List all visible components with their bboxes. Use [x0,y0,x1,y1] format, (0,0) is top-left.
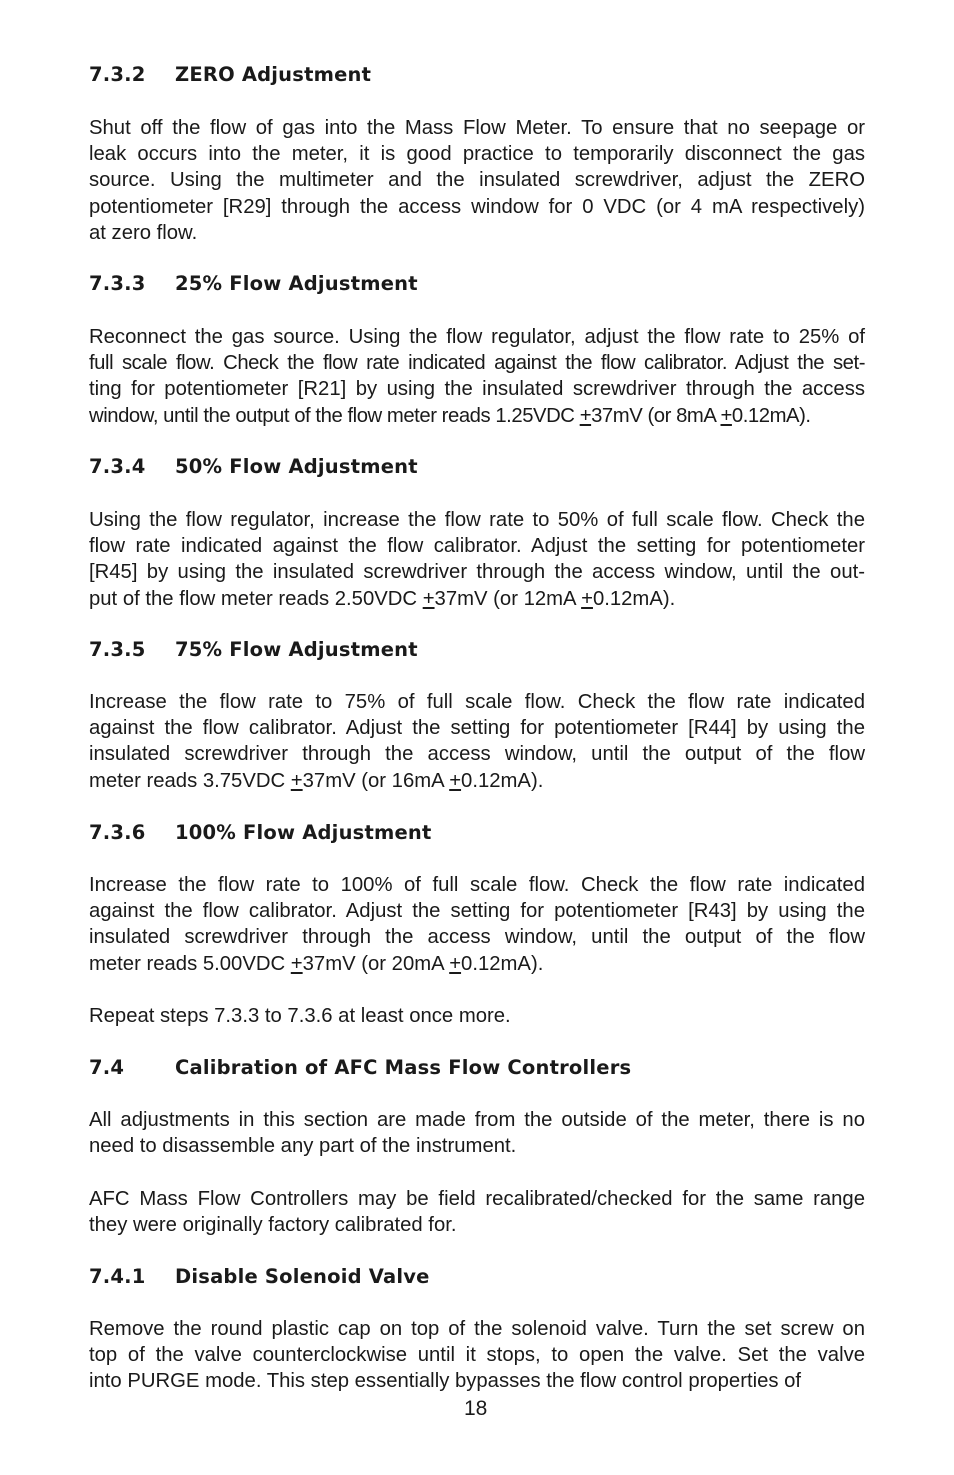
section-title: Disable Solenoid Valve [175,1265,430,1288]
plus-minus-sign: + [720,404,732,427]
section-heading [89,454,418,480]
section-number: 7.3.2 [89,63,146,86]
plus-minus-sign: + [290,769,303,792]
paragraph-line: into PURGE mode. This step essentially bypasses the flow control properties of [89,1370,802,1393]
paragraph-line: flow rate indicated against the flow calibrator. Adjust the setting for potentiometer [89,535,865,558]
paragraph-line: meter reads 3.75VDC +37mV (or 16mA +0.12mA). [89,769,544,792]
section-heading [89,820,432,846]
paragraph-line: at zero flow. [89,221,198,244]
paragraph-line: top of the valve counterclockwise until it stops, to open the valve. Set the valve [89,1344,865,1367]
paragraph-line: they were originally factory calibrated for. [89,1214,457,1237]
page-number: 18 [464,1397,488,1420]
paragraph-line: Repeat steps 7.3.3 to 7.3.6 at least once more. [89,1005,511,1027]
section-title: ZERO Adjustment [175,63,372,86]
paragraph-line: full scale flow. Check the flow rate indicated against the flow calibrator. Adjust the set- [89,352,865,375]
section-paragraph [89,872,865,977]
paragraph-line: AFC Mass Flow Controllers may be field recalibrated/checked for the same range [89,1188,865,1210]
section-title: 75% Flow Adjustment [175,638,418,661]
plus-minus-sign: + [449,952,462,975]
section-number: 7.4.1 [89,1265,146,1288]
plus-minus-sign: + [422,587,435,610]
section-number: 7.3.5 [89,638,146,661]
paragraph-line: source. Using the multimeter and the insulated screwdriver, adjust the ZERO [89,169,865,192]
section-heading [89,1264,430,1290]
paragraph-line: need to disassemble any part of the instrument. [89,1135,517,1158]
paragraph-line: insulated screwdriver through the access window, until the output of the flow [89,926,865,949]
section-paragraph [89,507,865,612]
plus-minus-sign: + [290,952,303,975]
paragraph-line: potentiometer [R29] through the access window for 0 VDC (or 4 mA respectively) [89,195,865,218]
section-number: 7.3.4 [89,455,146,478]
paragraph-line: [R45] by using the insulated screwdriver through the access window, until the out- [89,561,865,584]
section-title: Calibration of AFC Mass Flow Controllers [175,1056,632,1079]
section-paragraph [89,1316,865,1395]
section-paragraph [89,1107,865,1159]
paragraph-line: put of the flow meter reads 2.50VDC +37mV (or 12mA +0.12mA). [89,587,676,610]
section-heading [89,62,371,88]
section-number: 7.3.3 [89,272,146,295]
section-paragraph [89,1186,865,1238]
paragraph-line: leak occurs into the meter, it is good practice to temporarily disconnect the gas [89,143,865,166]
paragraph-line: insulated screwdriver through the access window, until the output of the flow [89,743,865,766]
section-number: 7.4 [89,1056,125,1079]
paragraph-line: against the flow calibrator. Adjust the setting for potentiometer [R44] by using the [89,717,865,740]
paragraph-line: window, until the output of the flow meter reads 1.25VDC +37mV (or 8mA +0.12mA). [89,404,811,427]
section-paragraph [89,324,865,429]
section-heading [89,271,418,297]
paragraph-line: meter reads 5.00VDC +37mV (or 20mA +0.12mA). [89,952,544,975]
section-title: 50% Flow Adjustment [175,455,418,478]
paragraph-line: Increase the flow rate to 75% of full scale flow. Check the flow rate indicated [89,691,865,713]
section-number: 7.3.6 [89,821,146,844]
paragraph-line: Increase the flow rate to 100% of full scale flow. Check the flow rate indicated [89,874,865,896]
section-heading [89,637,418,663]
section-paragraph [89,115,865,246]
plus-minus-sign: + [579,404,592,427]
section-paragraph [89,1003,865,1029]
section-paragraph [89,689,865,794]
paragraph-line: Shut off the flow of gas into the Mass Flow Meter. To ensure that no seepage or [89,117,865,139]
paragraph-line: ting for potentiometer [R21] by using the insulated screwdriver through the access [89,378,865,401]
paragraph-line: All adjustments in this section are made from the outside of the meter, there is no [89,1109,865,1131]
plus-minus-sign: + [449,769,462,792]
paragraph-line: Using the flow regulator, increase the flow rate to 50% of full scale flow. Check the [89,509,865,531]
paragraph-line: Remove the round plastic cap on top of the solenoid valve. Turn the set screw on [89,1318,865,1340]
section-title: 25% Flow Adjustment [175,272,418,295]
paragraph-line: against the flow calibrator. Adjust the setting for potentiometer [R43] by using the [89,900,865,923]
plus-minus-sign: + [581,587,593,610]
section-heading [89,1055,631,1081]
section-title: 100% Flow Adjustment [175,821,432,844]
paragraph-line: Reconnect the gas source. Using the flow regulator, adjust the flow rate to 25% of [89,326,865,348]
